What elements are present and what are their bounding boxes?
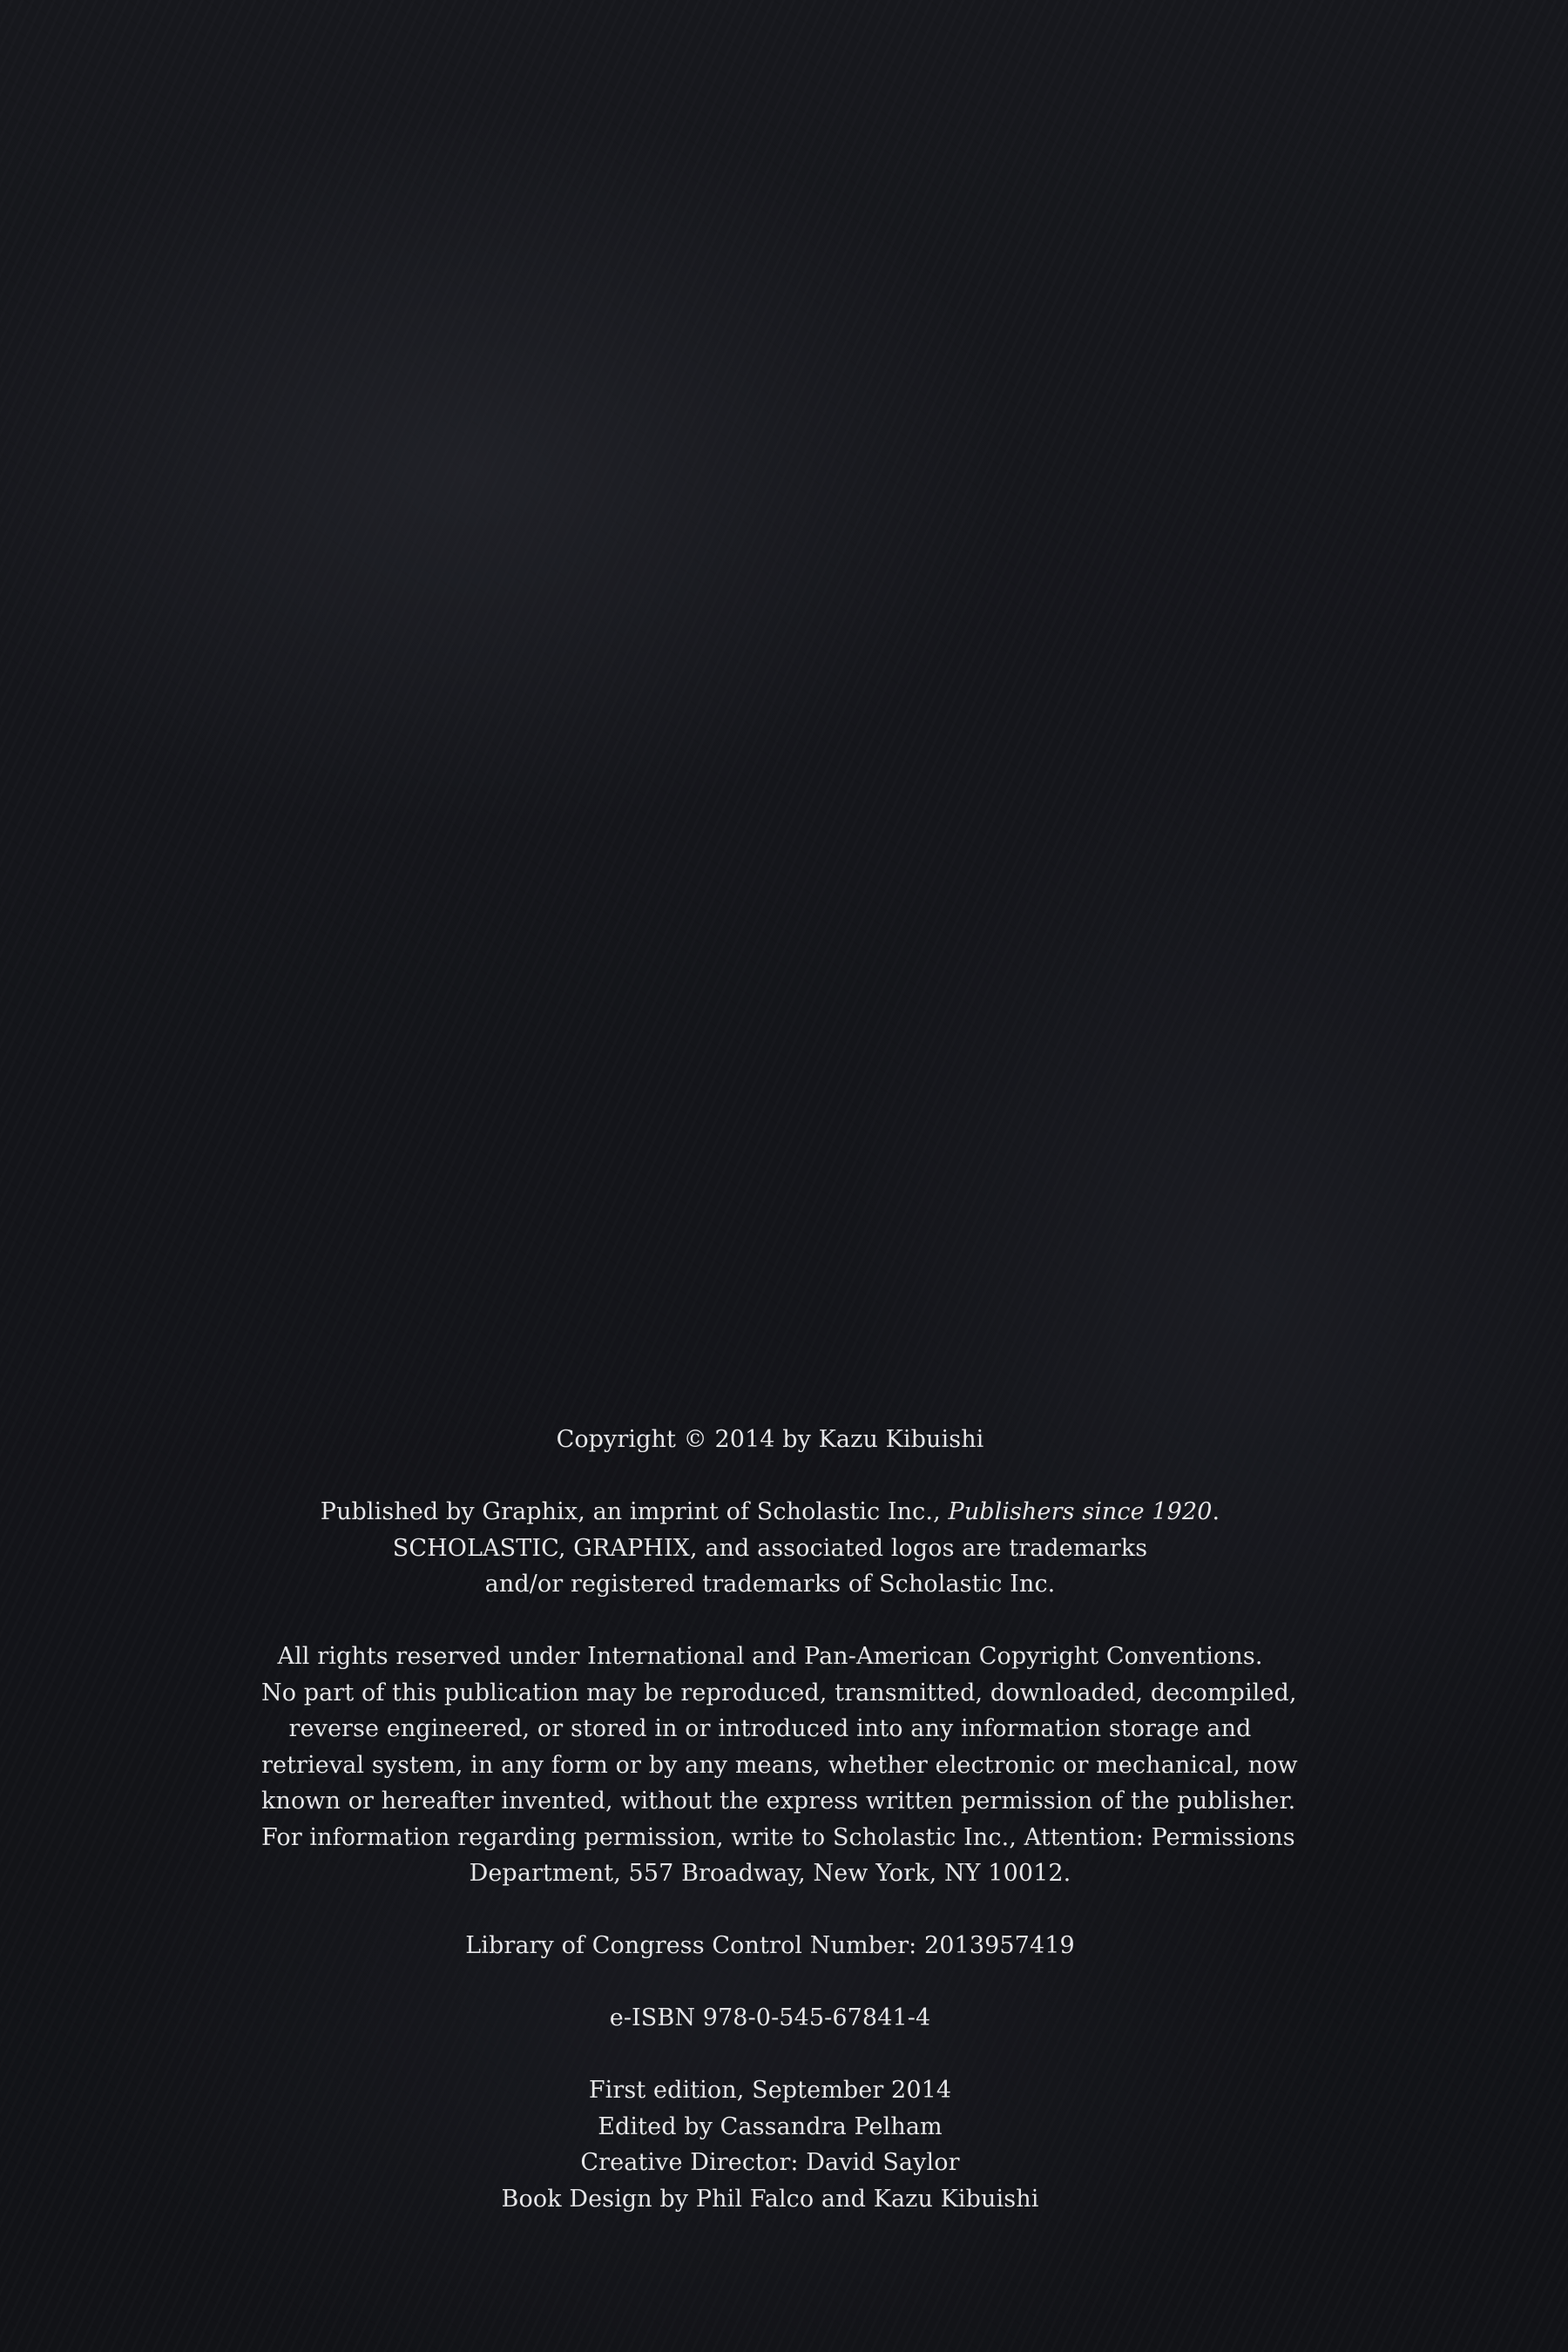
publisher-line-2: SCHOLASTIC, GRAPHIX, and associated logos are trademarks [392, 1534, 1148, 1562]
rights-line: Department, 557 Broadway, New York, NY 10012. [469, 1860, 1071, 1887]
loc-notice [261, 1928, 1279, 1964]
rights-line: For information regarding permission, write to Scholastic Inc., Attention: Permissions [261, 1823, 1295, 1851]
editor-line: Edited by Cassandra Pelham [598, 2112, 943, 2140]
loc-control-number: Library of Congress Control Number: 2013957419 [465, 1932, 1075, 1959]
publisher-since-italic: Publishers since 1920 [948, 1498, 1213, 1525]
publisher-line-1-end: . [1212, 1498, 1220, 1525]
book-design-line: Book Design by Phil Falco and Kazu Kibuishi [501, 2185, 1039, 2213]
rights-line: No part of this publication may be reproduced, transmitted, downloaded, decompiled, [261, 1679, 1297, 1707]
e-isbn: e-ISBN 978-0-545-67841-4 [609, 2004, 931, 2031]
rights-line: All rights reserved under International and Pan-American Copyright Conventions. [277, 1643, 1263, 1670]
publisher-name-text: Published by Graphix, an imprint of Scholastic Inc., [320, 1498, 949, 1525]
publisher-line-1 [261, 1494, 1279, 1531]
rights-line: retrieval system, in any form or by any means, whether electronic or mechanical, now [261, 1751, 1298, 1779]
credits [261, 2072, 1279, 2217]
rights-line: reverse engineered, or stored in or introduced into any information storage and [288, 1715, 1252, 1742]
creative-director-line: Creative Director: David Saylor [580, 2149, 960, 2176]
rights-notice [261, 1639, 1298, 1892]
copyright-line: Copyright © 2014 by Kazu Kibuishi [556, 1426, 984, 1453]
edition-line: First edition, September 2014 [588, 2077, 952, 2104]
isbn-notice [261, 2000, 1279, 2037]
copyright-block [261, 1422, 1298, 2217]
copyright-notice [261, 1422, 1279, 1458]
publisher-line-3: and/or registered trademarks of Scholastic Inc. [484, 1571, 1056, 1598]
publisher-notice [261, 1494, 1279, 1603]
rights-line: known or hereafter invented, without the express written permission of the publisher. [261, 1788, 1296, 1815]
